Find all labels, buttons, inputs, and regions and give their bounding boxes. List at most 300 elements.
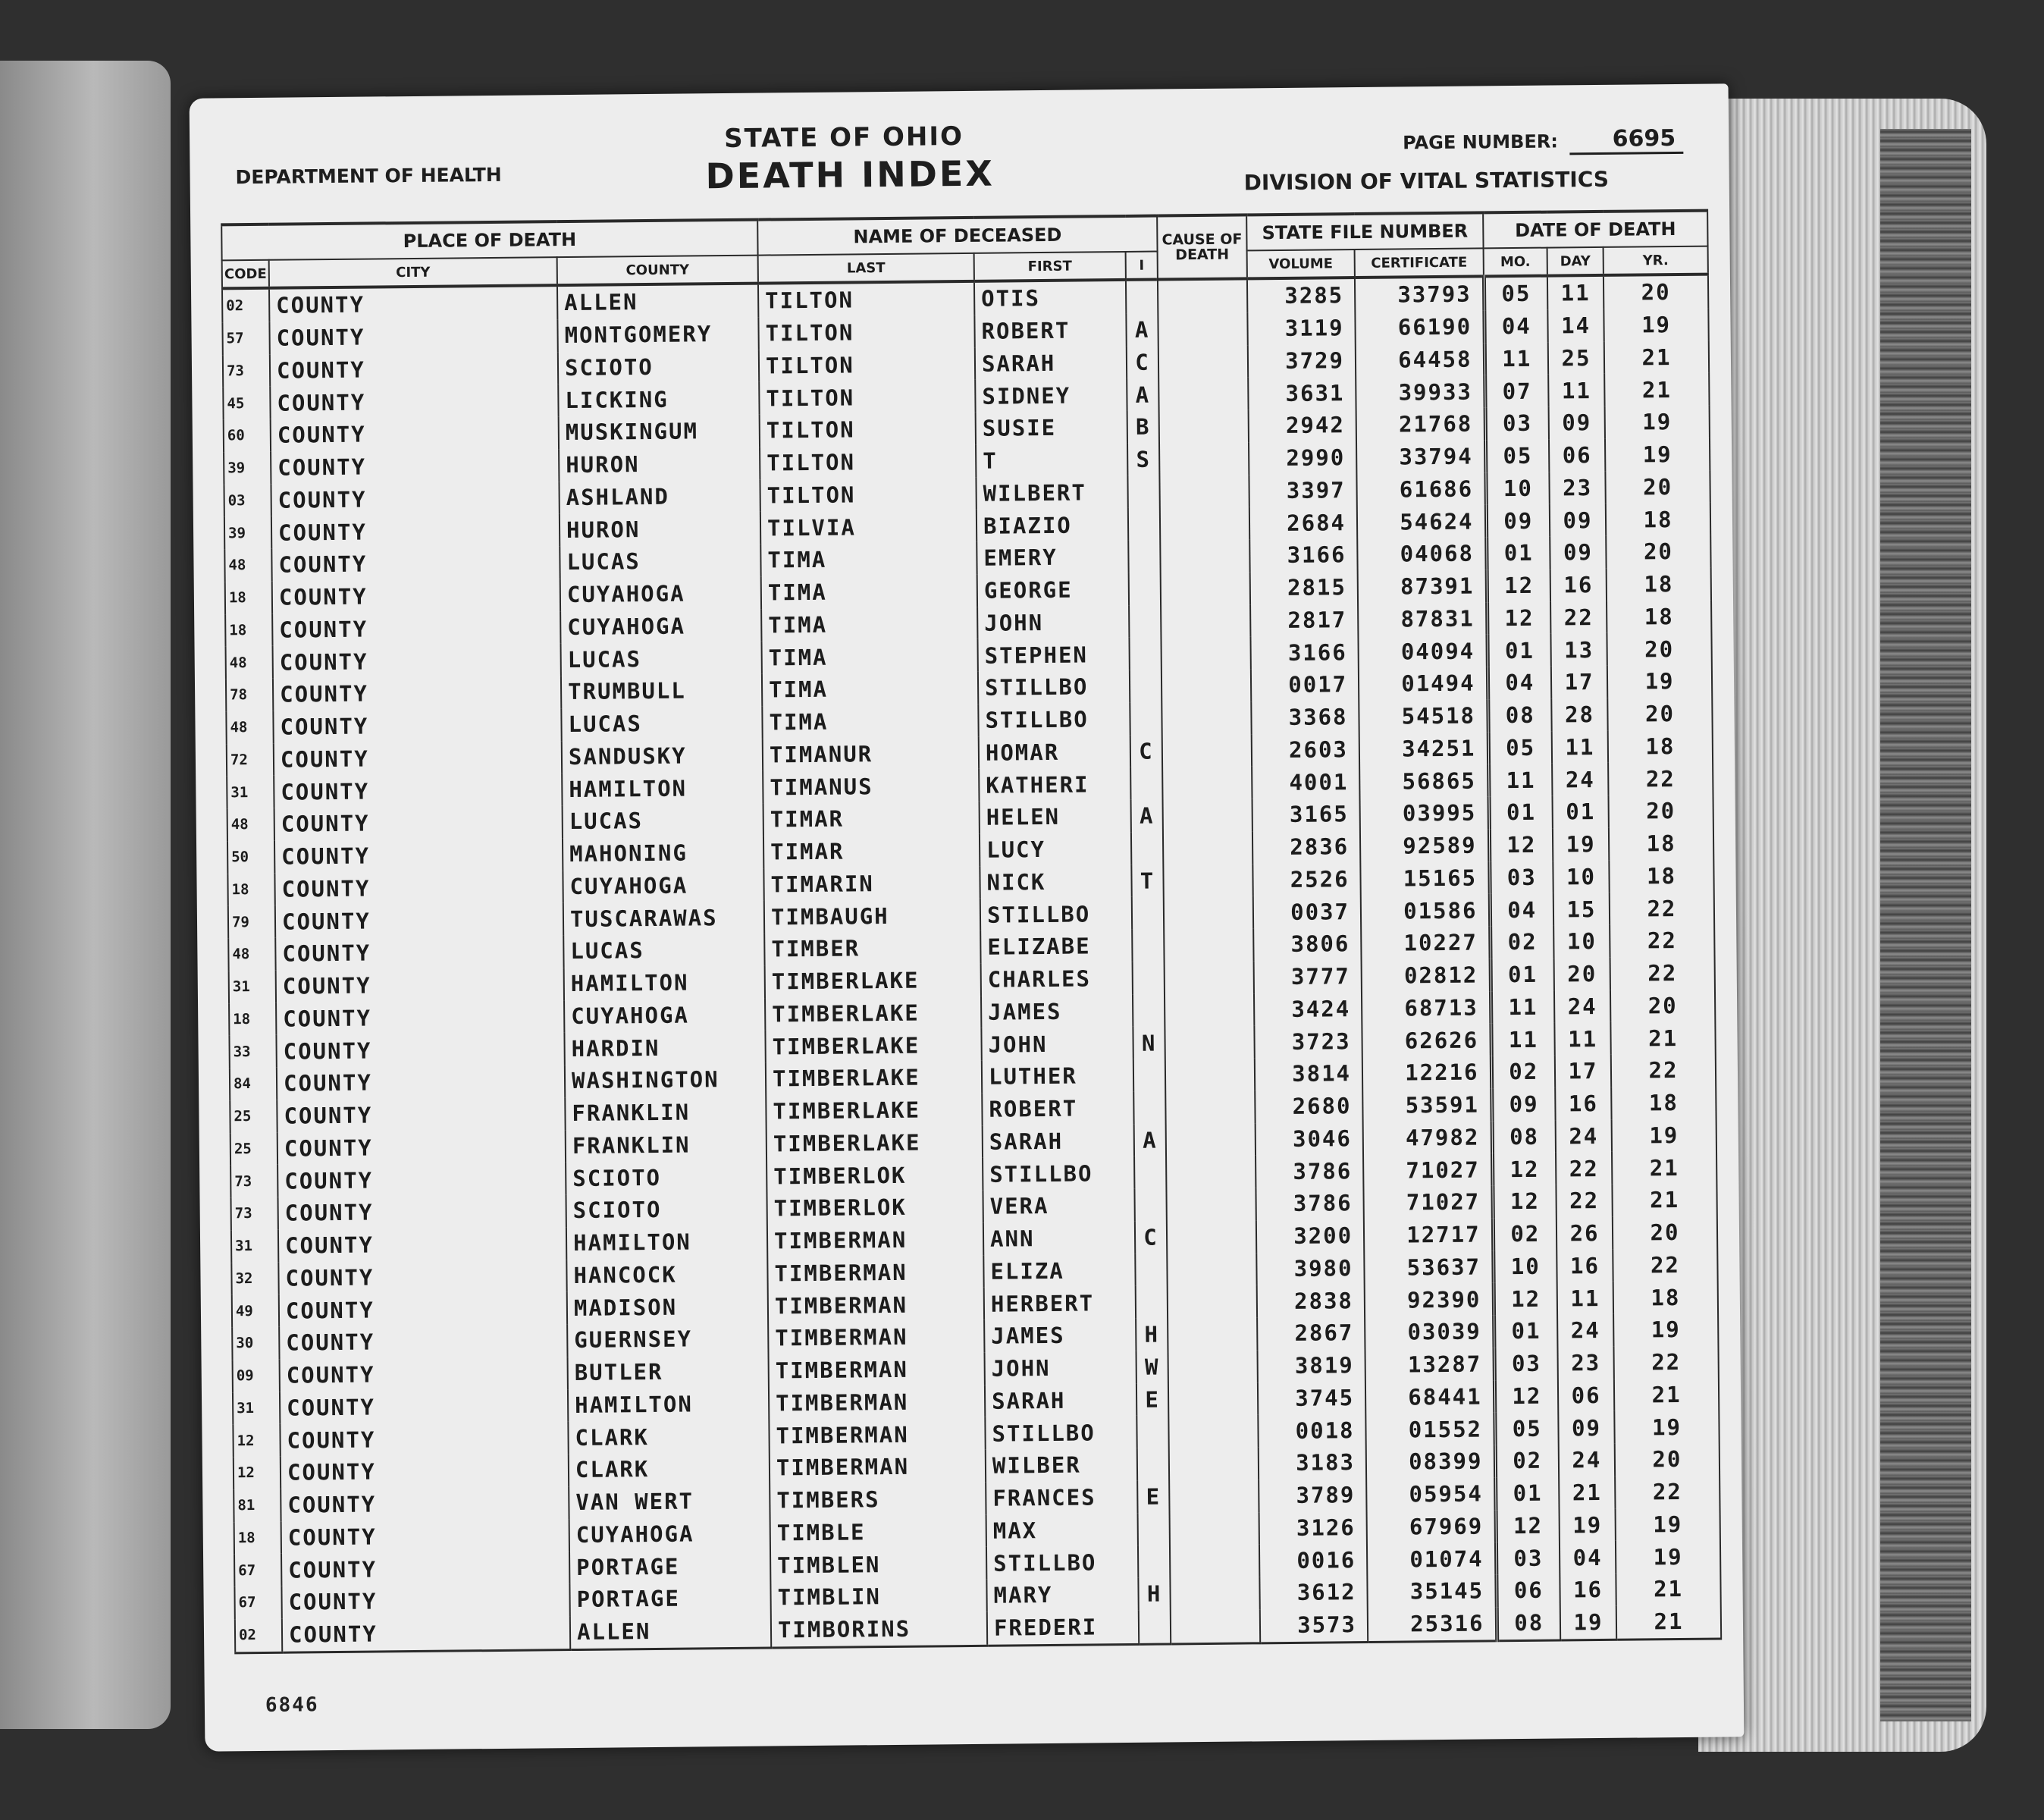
city-cell: COUNTY xyxy=(269,319,557,354)
first-name-cell: JOHN xyxy=(977,605,1129,639)
left-page-edge xyxy=(0,61,171,1729)
code-cell: 49 xyxy=(232,1294,279,1327)
county-cell: SANDUSKY xyxy=(562,739,763,773)
initial-cell: B xyxy=(1127,411,1159,444)
initial-cell xyxy=(1134,1156,1166,1189)
code-cell: 18 xyxy=(225,582,272,614)
month-cell: 02 xyxy=(1490,926,1553,959)
year-cell: 18 xyxy=(1607,600,1711,633)
city-cell: COUNTY xyxy=(279,1291,567,1326)
initial-cell: C xyxy=(1130,735,1162,767)
certificate-cell: 62626 xyxy=(1362,1024,1491,1057)
initial-cell xyxy=(1133,962,1165,994)
year-cell: 20 xyxy=(1610,989,1715,1022)
initial-cell: W xyxy=(1136,1351,1168,1383)
cause-cell xyxy=(1168,1382,1258,1416)
city-cell: COUNTY xyxy=(274,741,562,776)
code-cell: 79 xyxy=(228,905,275,938)
volume-cell: 3126 xyxy=(1259,1511,1367,1544)
volume-cell: 3046 xyxy=(1256,1122,1363,1155)
initial-cell: A xyxy=(1134,1124,1166,1156)
volume-cell: 3777 xyxy=(1254,960,1362,993)
month-cell: 03 xyxy=(1489,861,1553,894)
initial-cell xyxy=(1133,1059,1165,1091)
last-name-cell: TIMARIN xyxy=(763,866,980,900)
initial-cell xyxy=(1130,767,1162,800)
initial-cell: C xyxy=(1135,1221,1167,1254)
code-cell: 31 xyxy=(229,971,276,1003)
page-number-label: PAGE NUMBER: xyxy=(1403,130,1558,154)
day-cell: 17 xyxy=(1555,1055,1611,1087)
county-cell: HANCOCK xyxy=(566,1257,767,1291)
last-name-cell: TILTON xyxy=(760,445,976,479)
month-cell: 03 xyxy=(1485,407,1549,441)
certificate-cell: 87831 xyxy=(1358,602,1487,635)
year-cell: 20 xyxy=(1609,795,1713,828)
month-cell: 05 xyxy=(1488,731,1552,764)
volume-cell: 3980 xyxy=(1256,1251,1364,1285)
last-name-cell: TILTON xyxy=(759,347,975,381)
code-cell: 73 xyxy=(230,1165,277,1197)
year-cell: 22 xyxy=(1610,924,1714,958)
month-cell: 08 xyxy=(1492,1120,1556,1153)
last-name-cell: TIMBERLAKE xyxy=(766,1125,983,1159)
last-name-cell: TIMBERS xyxy=(770,1483,986,1517)
day-cell: 28 xyxy=(1551,698,1607,731)
initial-cell: E xyxy=(1137,1480,1169,1513)
city-cell: COUNTY xyxy=(276,1032,564,1067)
day-cell: 23 xyxy=(1549,471,1605,504)
county-cell: ASHLAND xyxy=(559,479,760,513)
code-cell: 39 xyxy=(224,516,271,549)
last-name-cell: TIMBERMAN xyxy=(770,1450,986,1484)
last-name-cell: TIMBERMAN xyxy=(768,1320,984,1354)
volume-cell: 3285 xyxy=(1247,278,1355,312)
day-cell: 16 xyxy=(1550,569,1607,601)
certificate-cell: 92390 xyxy=(1365,1283,1494,1316)
volume-cell: 3573 xyxy=(1260,1608,1368,1643)
code-cell: 48 xyxy=(226,646,273,679)
last-name-cell: TILVIA xyxy=(760,510,977,544)
last-name-cell: TILTON xyxy=(758,281,974,317)
last-name-cell: TIMBLE xyxy=(770,1514,986,1549)
county-cell: SCIOTO xyxy=(566,1160,766,1194)
certificate-cell: 25316 xyxy=(1368,1607,1497,1642)
volume-cell: 3119 xyxy=(1247,312,1355,345)
first-name-cell: T xyxy=(976,444,1127,478)
year-cell: 21 xyxy=(1616,1605,1721,1640)
day-cell: 24 xyxy=(1557,1314,1613,1347)
cause-cell xyxy=(1166,1188,1256,1221)
cause-cell xyxy=(1161,572,1250,605)
month-cell: 12 xyxy=(1494,1379,1558,1413)
certificate-cell: 21768 xyxy=(1356,407,1485,441)
county-cell: ALLEN xyxy=(570,1614,771,1649)
year-cell: 19 xyxy=(1613,1313,1718,1347)
volume-cell: 2684 xyxy=(1249,506,1357,539)
day-header: DAY xyxy=(1547,247,1604,276)
certificate-header: CERTIFICATE xyxy=(1355,248,1484,278)
code-cell: 50 xyxy=(227,841,274,874)
certificate-cell: 68441 xyxy=(1365,1380,1494,1414)
first-name-cell: STILLBO xyxy=(986,1545,1138,1580)
day-cell: 10 xyxy=(1553,860,1609,893)
county-cell: MAHONING xyxy=(563,836,763,870)
last-name-cell: TILTON xyxy=(758,315,974,350)
certificate-cell: 68713 xyxy=(1362,991,1491,1025)
city-cell: COUNTY xyxy=(272,579,560,613)
day-cell: 16 xyxy=(1555,1087,1611,1120)
certificate-cell: 92589 xyxy=(1360,829,1489,862)
cause-cell xyxy=(1159,442,1249,475)
certificate-cell: 04068 xyxy=(1357,537,1486,570)
code-cell: 18 xyxy=(225,613,272,646)
city-cell: COUNTY xyxy=(271,546,560,581)
day-cell: 01 xyxy=(1553,795,1609,828)
certificate-cell: 67969 xyxy=(1367,1510,1496,1543)
month-cell: 02 xyxy=(1491,1056,1555,1089)
certificate-cell: 87391 xyxy=(1358,570,1487,603)
code-cell: 09 xyxy=(233,1359,280,1392)
year-cell: 22 xyxy=(1611,1054,1716,1087)
page-title: DEATH INDEX xyxy=(705,152,995,197)
year-cell: 20 xyxy=(1615,1443,1720,1476)
certificate-cell: 54518 xyxy=(1359,699,1488,733)
certificate-cell: 33794 xyxy=(1356,440,1485,473)
city-cell: COUNTY xyxy=(276,968,564,1003)
volume-cell: 2680 xyxy=(1255,1090,1362,1123)
code-header: CODE xyxy=(222,260,269,289)
cause-cell xyxy=(1167,1220,1256,1254)
month-cell: 05 xyxy=(1494,1412,1558,1445)
cause-of-death-header: CAUSE OF DEATH xyxy=(1157,215,1247,279)
certificate-cell: 54624 xyxy=(1357,505,1486,538)
county-cell: HURON xyxy=(560,512,760,546)
department-label: DEPARTMENT OF HEALTH xyxy=(235,163,502,189)
initial-cell xyxy=(1135,1254,1167,1286)
volume-cell: 3368 xyxy=(1251,701,1359,734)
county-cell: CUYAHOGA xyxy=(560,609,761,643)
initial-cell: A xyxy=(1126,313,1158,346)
city-cell: COUNTY xyxy=(277,1162,566,1197)
certificate-cell: 33793 xyxy=(1355,276,1484,311)
footer-stamp: 6846 xyxy=(265,1693,319,1717)
volume-cell: 3631 xyxy=(1248,376,1356,410)
city-cell: COUNTY xyxy=(282,1616,570,1652)
month-header: MO. xyxy=(1484,248,1547,277)
month-cell: 03 xyxy=(1494,1347,1558,1380)
volume-cell: 2526 xyxy=(1252,863,1360,896)
year-cell: 20 xyxy=(1605,470,1710,504)
initial-cell: H xyxy=(1138,1577,1170,1610)
first-name-cell: EMERY xyxy=(977,541,1128,575)
last-name-cell: TIMA xyxy=(761,575,977,609)
last-name-cell: TILTON xyxy=(759,380,975,414)
year-cell: 18 xyxy=(1613,1281,1718,1314)
last-name-cell: TIMAR xyxy=(763,834,980,868)
last-name-cell: TIMBORINS xyxy=(771,1612,987,1648)
first-name-cell: BIAZIO xyxy=(977,508,1128,542)
volume-cell: 0017 xyxy=(1251,668,1359,701)
volume-cell: 3200 xyxy=(1256,1219,1364,1253)
volume-cell: 3397 xyxy=(1249,474,1356,507)
certificate-cell: 01586 xyxy=(1361,894,1490,927)
cause-cell xyxy=(1167,1253,1256,1286)
city-cell: COUNTY xyxy=(280,1421,568,1456)
month-cell: 12 xyxy=(1496,1509,1560,1542)
county-cell: HAMILTON xyxy=(568,1387,769,1421)
first-name-cell: CHARLES xyxy=(981,962,1133,996)
last-name-cell: TIMA xyxy=(762,704,978,739)
city-cell: COUNTY xyxy=(271,482,559,516)
initial-cell xyxy=(1128,541,1160,573)
certificate-cell: 13287 xyxy=(1365,1348,1494,1381)
initial-cell xyxy=(1133,1091,1165,1124)
initial-cell xyxy=(1136,1286,1168,1319)
code-cell: 72 xyxy=(227,743,274,776)
cause-cell xyxy=(1160,507,1249,541)
last-name-cell: TIMBERLAKE xyxy=(765,996,981,1030)
county-cell: CUYAHOGA xyxy=(569,1517,770,1551)
certificate-cell: 04094 xyxy=(1358,635,1487,668)
day-cell: 19 xyxy=(1553,828,1609,861)
year-cell: 21 xyxy=(1610,1021,1715,1055)
day-cell: 22 xyxy=(1556,1185,1612,1217)
city-cell: COUNTY xyxy=(273,708,561,743)
certificate-cell: 39933 xyxy=(1356,375,1484,409)
year-cell: 20 xyxy=(1607,697,1712,730)
city-cell: COUNTY xyxy=(281,1454,569,1489)
cause-cell xyxy=(1165,993,1254,1027)
certificate-cell: 53591 xyxy=(1362,1088,1491,1122)
death-index-table xyxy=(221,209,1722,1654)
initial-cell: A xyxy=(1127,378,1158,411)
county-cell: MONTGOMERY xyxy=(557,317,758,351)
certificate-cell: 64458 xyxy=(1356,343,1484,376)
last-name-cell: TIMBERMAN xyxy=(768,1288,984,1322)
division-label: DIVISION OF VITAL STATISTICS xyxy=(1243,166,1610,196)
first-name-cell: FRANCES xyxy=(986,1481,1137,1515)
month-cell: 09 xyxy=(1491,1087,1555,1121)
first-name-cell: STILLBO xyxy=(978,670,1130,704)
day-cell: 23 xyxy=(1558,1347,1614,1379)
volume-cell: 2817 xyxy=(1250,604,1358,637)
last-name-cell: TIMA xyxy=(761,639,977,673)
day-cell: 09 xyxy=(1550,504,1606,536)
book-spine-shadow xyxy=(1880,129,1971,1721)
code-cell: 48 xyxy=(226,711,273,744)
day-cell: 13 xyxy=(1550,633,1607,666)
date-of-death-header: DATE OF DEATH xyxy=(1483,211,1707,249)
volume-cell: 3745 xyxy=(1258,1381,1365,1414)
city-cell: COUNTY xyxy=(281,1519,569,1554)
month-cell: 06 xyxy=(1496,1574,1560,1608)
year-cell: 19 xyxy=(1616,1508,1720,1541)
year-cell: 20 xyxy=(1604,275,1708,309)
county-cell: HAMILTON xyxy=(564,965,765,999)
cause-cell xyxy=(1166,1156,1256,1189)
county-cell: VAN WERT xyxy=(569,1484,770,1518)
year-cell: 20 xyxy=(1606,535,1710,569)
city-cell: COUNTY xyxy=(277,1065,565,1100)
initial-cell: N xyxy=(1133,1027,1165,1059)
first-name-cell: MAX xyxy=(986,1513,1138,1547)
county-cell: PORTAGE xyxy=(569,1549,770,1583)
certificate-cell: 53637 xyxy=(1364,1250,1493,1284)
first-name-cell: JOHN xyxy=(985,1351,1136,1385)
cause-cell xyxy=(1162,701,1251,735)
certificate-cell: 01552 xyxy=(1365,1413,1494,1446)
year-cell: 21 xyxy=(1614,1378,1719,1411)
volume-cell: 0016 xyxy=(1259,1543,1367,1577)
day-cell: 16 xyxy=(1560,1574,1616,1606)
cause-cell xyxy=(1158,278,1247,313)
year-cell: 21 xyxy=(1604,340,1709,374)
certificate-cell: 71027 xyxy=(1363,1153,1492,1187)
county-cell: TRUMBULL xyxy=(561,674,762,708)
certificate-cell: 56865 xyxy=(1359,764,1488,798)
state-file-number-header: STATE FILE NUMBER xyxy=(1246,212,1483,250)
year-cell: 19 xyxy=(1607,665,1712,698)
day-cell: 17 xyxy=(1551,666,1607,698)
initial-cell xyxy=(1133,994,1165,1027)
first-name-cell: OTIS xyxy=(974,280,1126,315)
city-cell: COUNTY xyxy=(280,1389,568,1424)
first-name-cell: SARAH xyxy=(975,346,1127,380)
volume-cell: 3814 xyxy=(1255,1057,1362,1090)
first-name-cell: WILBER xyxy=(986,1448,1137,1483)
cause-cell xyxy=(1169,1447,1259,1480)
month-cell: 01 xyxy=(1489,796,1553,830)
county-cell: GUERNSEY xyxy=(567,1323,768,1357)
certificate-cell: 03995 xyxy=(1360,796,1489,830)
year-cell: 22 xyxy=(1613,1248,1717,1282)
city-cell: COUNTY xyxy=(274,805,563,840)
volume-cell: 3183 xyxy=(1259,1446,1366,1480)
cause-cell xyxy=(1171,1609,1260,1643)
county-cell: FRANKLIN xyxy=(565,1095,766,1129)
volume-cell: 3729 xyxy=(1248,344,1356,378)
county-cell: CUYAHOGA xyxy=(563,868,763,902)
day-cell: 24 xyxy=(1552,763,1608,795)
initial-cell xyxy=(1127,475,1159,508)
day-cell: 11 xyxy=(1548,374,1604,406)
volume-cell: 2836 xyxy=(1252,830,1360,864)
first-name-cell: STILLBO xyxy=(978,703,1130,737)
day-cell: 20 xyxy=(1554,958,1610,990)
initial-cell xyxy=(1129,605,1161,638)
cause-cell xyxy=(1162,734,1252,767)
certificate-cell: 34251 xyxy=(1359,732,1488,765)
month-cell: 11 xyxy=(1488,764,1552,797)
city-cell: COUNTY xyxy=(273,676,561,711)
county-cell: BUTLER xyxy=(568,1354,769,1389)
year-cell: 22 xyxy=(1610,892,1714,925)
name-of-deceased-header: NAME OF DECEASED xyxy=(757,216,1157,256)
month-cell: 04 xyxy=(1488,667,1551,700)
initial-cell: A xyxy=(1131,800,1163,833)
month-cell: 12 xyxy=(1492,1185,1556,1219)
volume-cell: 0018 xyxy=(1258,1414,1365,1447)
initial-cell xyxy=(1132,897,1164,930)
day-cell: 22 xyxy=(1556,1152,1612,1185)
cause-cell xyxy=(1164,896,1253,930)
city-cell: COUNTY xyxy=(277,1097,565,1132)
city-cell: COUNTY xyxy=(275,902,563,937)
volume-cell: 0037 xyxy=(1253,895,1361,928)
last-name-cell: TIMBLIN xyxy=(770,1580,986,1614)
month-cell: 08 xyxy=(1497,1606,1560,1640)
first-name-cell: VERA xyxy=(983,1189,1134,1223)
last-name-cell: TIMBERLOK xyxy=(766,1158,983,1192)
volume-cell: 3806 xyxy=(1253,927,1361,961)
volume-cell: 2838 xyxy=(1257,1284,1365,1317)
first-name-cell: HERBERT xyxy=(984,1286,1136,1320)
county-cell: HARDIN xyxy=(564,1031,765,1065)
certificate-cell: 15165 xyxy=(1360,861,1489,895)
last-name-cell: TIMBERLAKE xyxy=(765,964,981,998)
month-cell: 12 xyxy=(1489,828,1553,861)
day-cell: 19 xyxy=(1560,1508,1616,1541)
initial-cell xyxy=(1137,1448,1169,1480)
first-name-cell: FREDERI xyxy=(987,1611,1139,1646)
last-name-cell: TIMBER xyxy=(764,931,980,965)
month-cell: 12 xyxy=(1487,601,1550,635)
month-cell: 11 xyxy=(1491,990,1554,1024)
last-name-cell: TIMBERLAKE xyxy=(766,1094,982,1128)
month-cell: 01 xyxy=(1487,634,1550,667)
month-cell: 12 xyxy=(1492,1153,1556,1186)
cause-cell xyxy=(1163,831,1252,864)
code-cell: 02 xyxy=(235,1618,282,1652)
day-cell: 06 xyxy=(1558,1379,1614,1411)
year-cell: 20 xyxy=(1607,632,1711,666)
cause-cell xyxy=(1164,928,1253,962)
cause-cell xyxy=(1165,1090,1255,1124)
initial-cell: T xyxy=(1131,864,1163,897)
year-cell: 21 xyxy=(1604,373,1709,406)
last-name-cell: TIMBERMAN xyxy=(767,1255,983,1289)
year-cell: 18 xyxy=(1606,503,1710,536)
year-cell: 18 xyxy=(1611,1086,1716,1119)
index-page xyxy=(190,83,1745,1751)
city-cell: COUNTY xyxy=(278,1227,566,1262)
city-cell: COUNTY xyxy=(271,513,560,548)
day-cell: 26 xyxy=(1557,1217,1613,1250)
cause-cell xyxy=(1170,1512,1259,1545)
cause-cell xyxy=(1163,799,1252,832)
last-name-cell: TIMBERMAN xyxy=(769,1353,985,1387)
code-cell: 03 xyxy=(224,484,271,516)
first-name-cell: KATHERI xyxy=(979,767,1130,802)
code-cell: 60 xyxy=(224,419,271,452)
first-name-cell: ELIZA xyxy=(983,1254,1135,1288)
city-cell: COUNTY xyxy=(276,1000,564,1035)
initial-cell: E xyxy=(1136,1383,1168,1416)
code-cell: 73 xyxy=(231,1197,278,1230)
code-cell: 84 xyxy=(230,1068,277,1100)
year-cell: 18 xyxy=(1607,567,1711,601)
year-cell: 19 xyxy=(1612,1119,1716,1152)
first-name-cell: MARY xyxy=(986,1578,1138,1612)
volume-cell: 3786 xyxy=(1256,1154,1363,1188)
cause-cell xyxy=(1165,1058,1255,1091)
code-cell: 31 xyxy=(227,776,274,808)
city-cell: COUNTY xyxy=(281,1486,569,1521)
initial-cell xyxy=(1128,508,1160,541)
certificate-cell: 66190 xyxy=(1355,310,1484,344)
day-cell: 24 xyxy=(1559,1444,1615,1476)
